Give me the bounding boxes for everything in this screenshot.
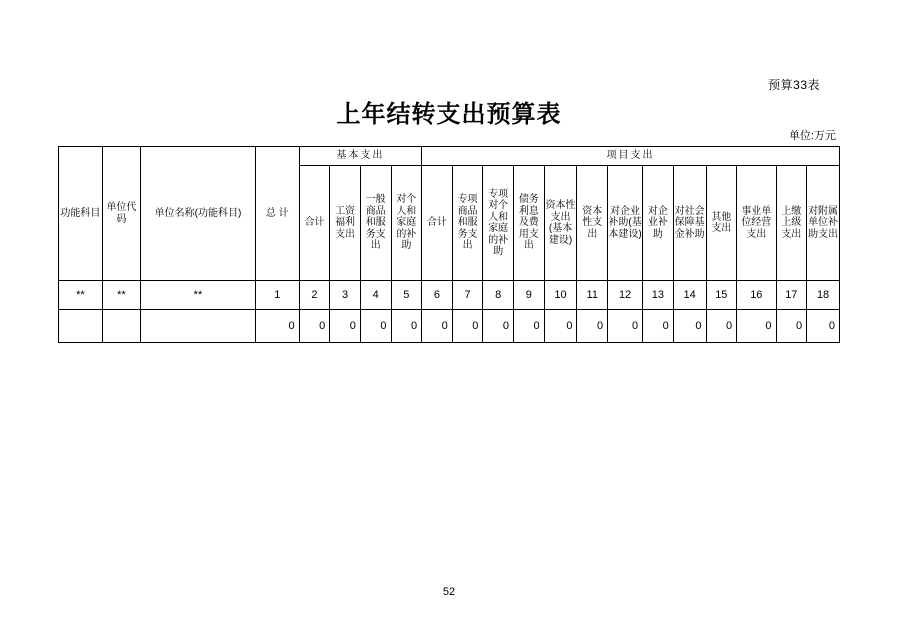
cell-function-subject [59, 310, 103, 343]
col-header-subsidy-individual-family: 对个人和家庭的补助 [391, 166, 422, 281]
cell-payment-to-superior: 17 [776, 281, 807, 310]
cell-basic-subtotal: 0 [299, 310, 330, 343]
cell-special-goods-services: 7 [452, 281, 483, 310]
cell-capital-expenditure: 11 [577, 281, 608, 310]
col-header-enterprise-subsidy: 对企业补助 [643, 166, 674, 281]
cell-general-goods-services: 0 [360, 310, 391, 343]
cell-other-expenditure: 0 [706, 310, 737, 343]
col-header-capital-expenditure: 资本性支出 [577, 166, 608, 281]
cell-unit-code [102, 310, 140, 343]
page-number: 52 [442, 586, 456, 598]
cell-salary-welfare: 0 [330, 310, 361, 343]
cell-unit-name [141, 310, 256, 343]
col-header-other-expenditure: 其他支出 [706, 166, 737, 281]
cell-special-goods-services: 0 [452, 310, 483, 343]
cell-social-security-fund-subsidy: 14 [673, 281, 706, 310]
cell-enterprise-subsidy: 13 [643, 281, 674, 310]
col-header-payment-to-superior: 上缴上级支出 [776, 166, 807, 281]
cell-capital-expenditure: 0 [577, 310, 608, 343]
cell-enterprise-subsidy: 0 [643, 310, 674, 343]
cell-special-subsidy-individual-family: 8 [483, 281, 514, 310]
cell-unit-code: ** [102, 281, 140, 310]
col-header-project-subtotal: 合计 [422, 166, 453, 281]
col-header-unit-name: 单位名称(功能科目) [141, 147, 256, 281]
table-row [59, 310, 840, 343]
cell-social-security-fund-subsidy: 0 [673, 310, 706, 343]
col-header-institution-operating-expenditure: 事业单位经营支出 [737, 166, 776, 281]
cell-institution-operating-expenditure: 0 [737, 310, 776, 343]
cell-subsidy-to-affiliated-units: 18 [807, 281, 840, 310]
cell-function-subject: ** [59, 281, 103, 310]
col-header-function-subject: 功能科目 [59, 147, 103, 281]
col-header-special-goods-services: 专项商品和服务支出 [452, 166, 483, 281]
cell-subsidy-individual-family: 5 [391, 281, 422, 310]
cell-project-subtotal: 0 [422, 310, 453, 343]
cell-general-goods-services: 4 [360, 281, 391, 310]
cell-total: 0 [255, 310, 299, 343]
col-header-special-subsidy-individual-family: 专项对个人和家庭的补助 [483, 166, 514, 281]
cell-special-subsidy-individual-family: 0 [483, 310, 514, 343]
col-header-social-security-fund-subsidy: 对社会保障基金补助 [673, 166, 706, 281]
col-header-debt-interest-fees: 债务利息及费用支出 [514, 166, 545, 281]
col-header-unit-code: 单位代码 [102, 147, 140, 281]
cell-enterprise-subsidy-construction: 0 [608, 310, 643, 343]
cell-payment-to-superior: 0 [776, 310, 807, 343]
col-header-salary-welfare: 工资福利支出 [330, 166, 361, 281]
cell-subsidy-individual-family: 0 [391, 310, 422, 343]
table-group-header-row [59, 147, 840, 166]
cell-other-expenditure: 15 [706, 281, 737, 310]
cell-capital-expenditure-construction: 0 [544, 310, 577, 343]
group-header-project-expenditure: 项目支出 [422, 147, 840, 166]
col-header-general-goods-services: 一般商品和服务支出 [360, 166, 391, 281]
cell-debt-interest-fees: 0 [514, 310, 545, 343]
cell-subsidy-to-affiliated-units: 0 [807, 310, 840, 343]
group-header-basic-expenditure: 基本支出 [299, 147, 422, 166]
form-code-label: 预算33表 [768, 78, 820, 92]
budget-table [58, 146, 840, 343]
cell-enterprise-subsidy-construction: 12 [608, 281, 643, 310]
col-header-subsidy-to-affiliated-units: 对附属单位补助支出 [807, 166, 840, 281]
cell-project-subtotal: 6 [422, 281, 453, 310]
cell-basic-subtotal: 2 [299, 281, 330, 310]
cell-salary-welfare: 3 [330, 281, 361, 310]
col-header-basic-subtotal: 合计 [299, 166, 330, 281]
table-row [59, 281, 840, 310]
page-title: 上年结转支出预算表 [336, 101, 562, 128]
cell-capital-expenditure-construction: 10 [544, 281, 577, 310]
cell-total: 1 [255, 281, 299, 310]
unit-note: 单位:万元 [788, 130, 836, 142]
cell-unit-name: ** [141, 281, 256, 310]
col-header-enterprise-subsidy-construction: 对企业补助(基本建设) [608, 166, 643, 281]
col-header-capital-expenditure-construction: 资本性支出(基本建设) [544, 166, 577, 281]
cell-debt-interest-fees: 9 [514, 281, 545, 310]
cell-institution-operating-expenditure: 16 [737, 281, 776, 310]
col-header-total: 总 计 [255, 147, 299, 281]
